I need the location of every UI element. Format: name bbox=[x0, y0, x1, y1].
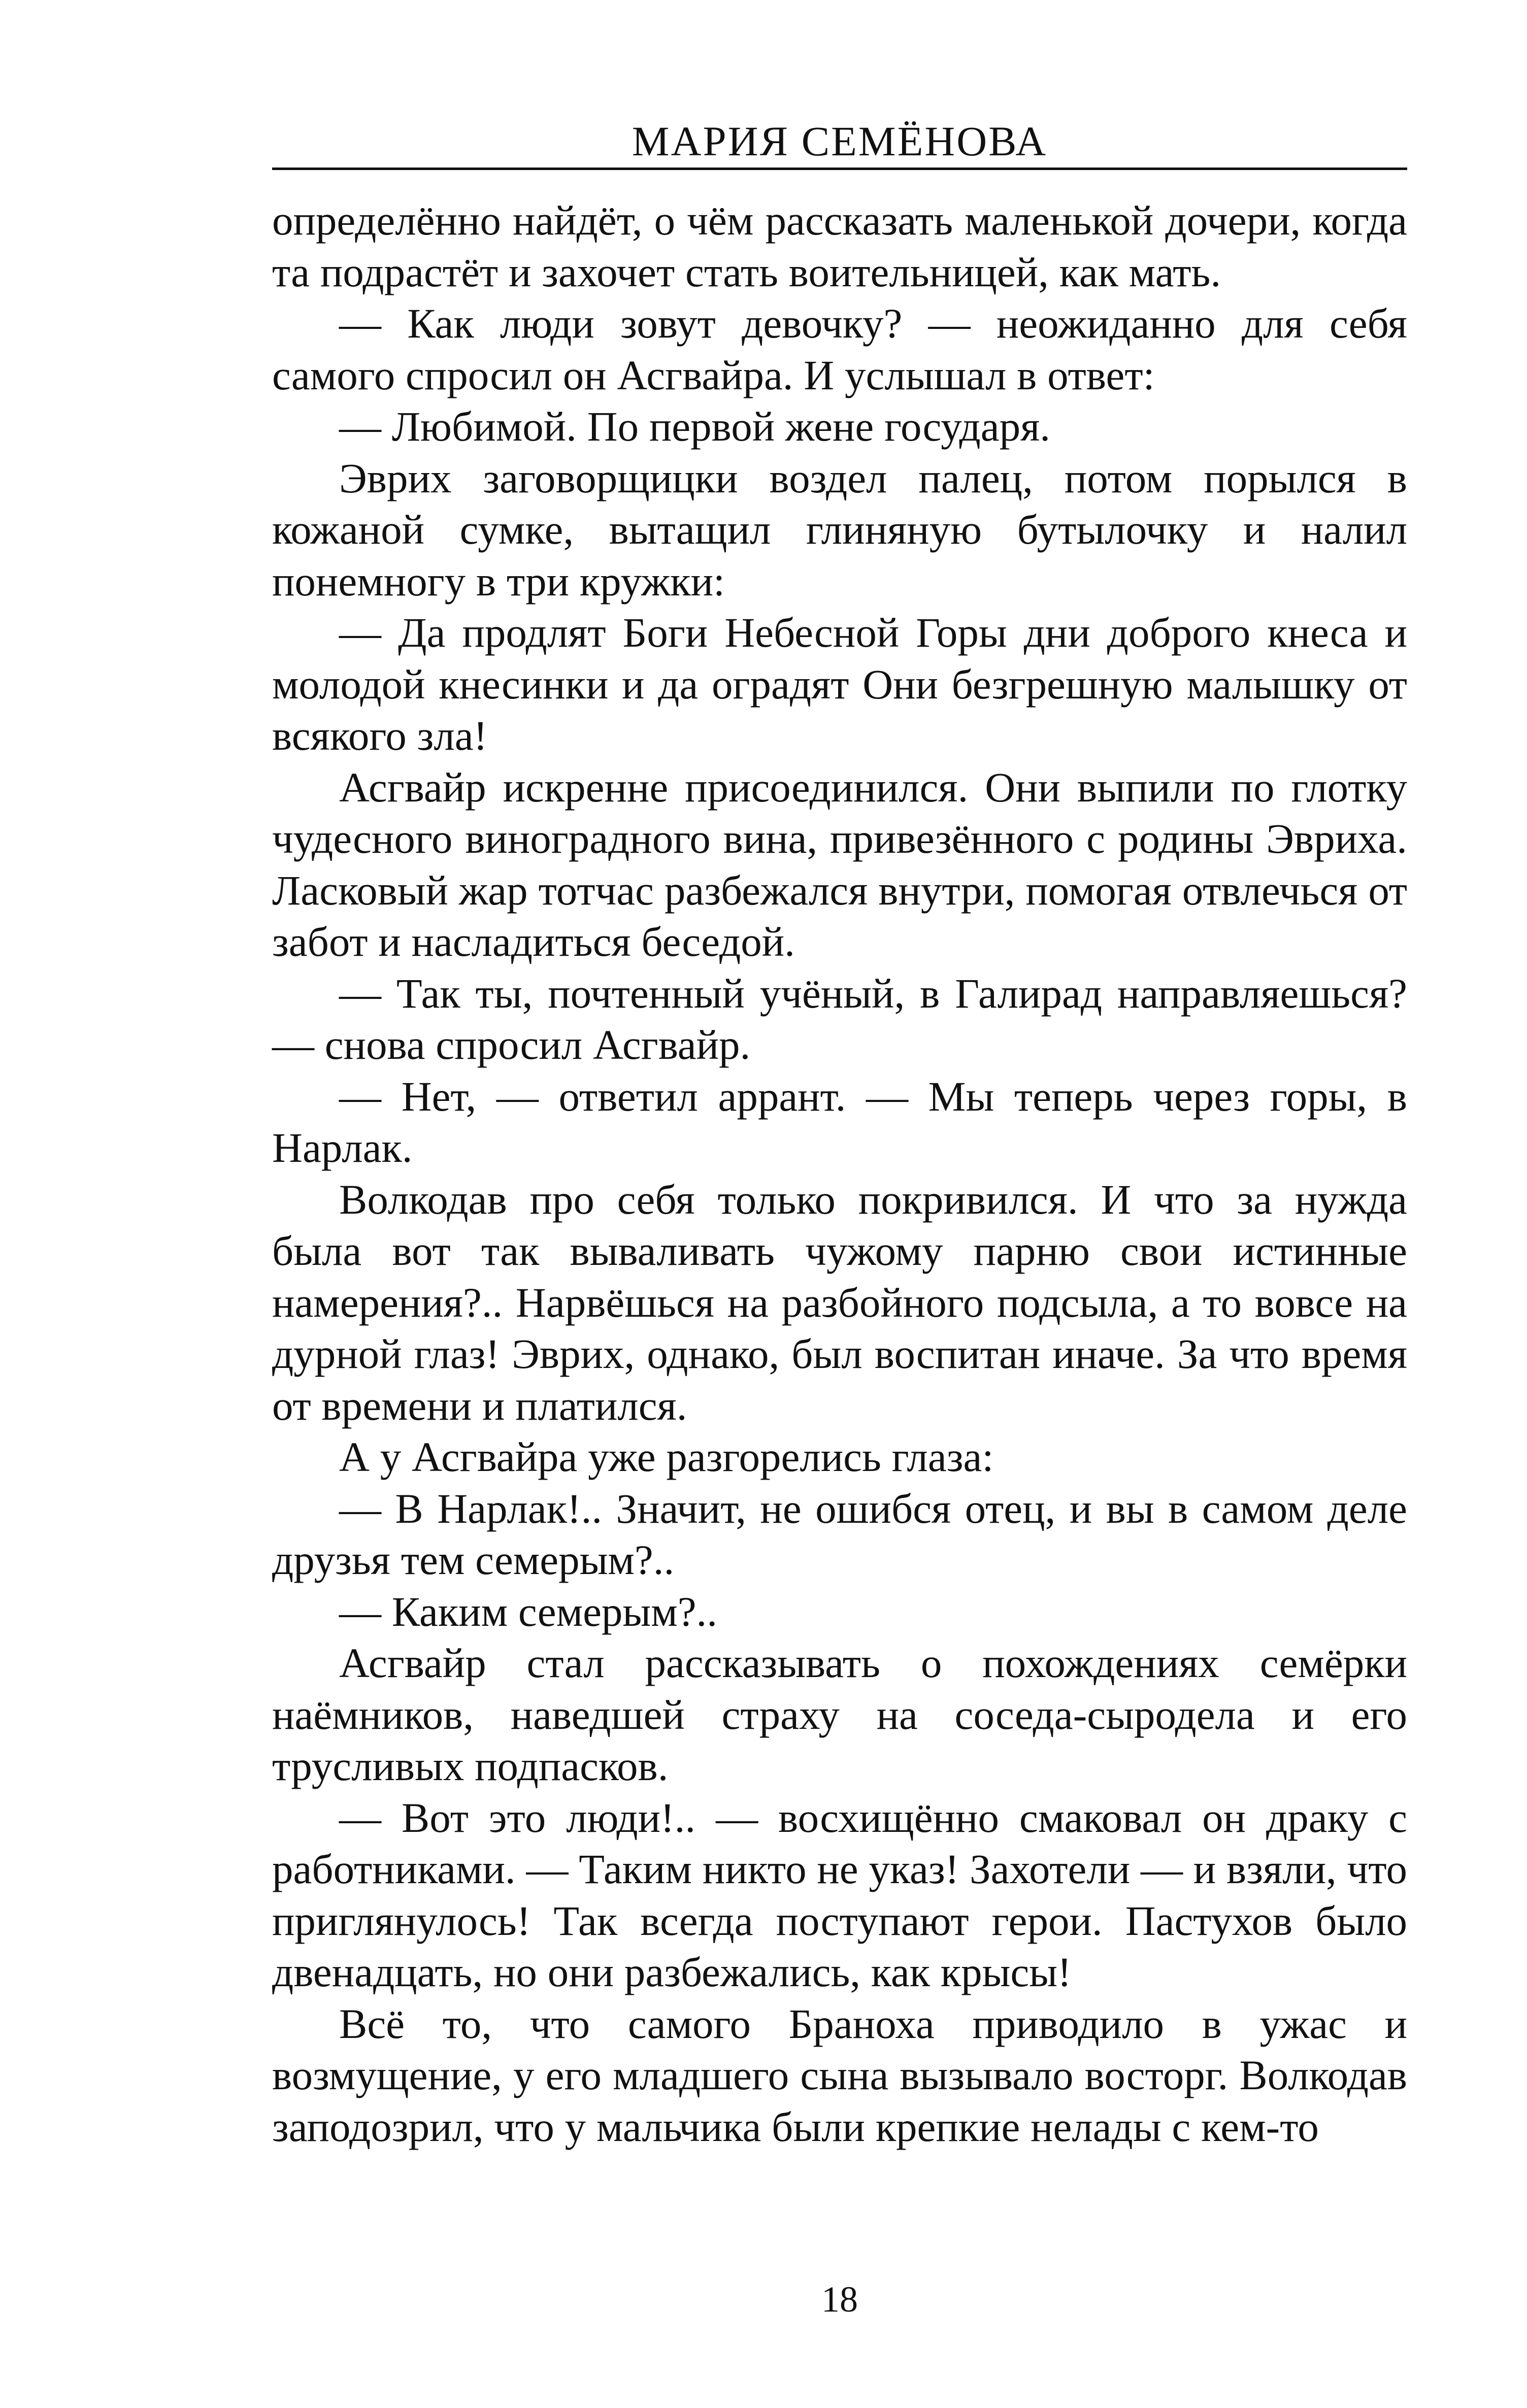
paragraph: — Любимой. По первой жене государя. bbox=[339, 403, 1051, 450]
paragraph: Асгвайр искренне присоединился. Они выпили по глотку чудесного виноградного вина, привезённого с родины Эвриха. Ласковый жар тотчас разбежался внутри, помогая отвлечься от забот и насладиться беседой. bbox=[272, 763, 1407, 965]
paragraph: — Как люди зовут девочку? — неожиданно для себя самого спросил он Асгвайра. И услышал в ответ: bbox=[272, 300, 1407, 398]
paragraph: — Каким семерым?.. bbox=[339, 1588, 718, 1635]
paragraph: — В Нарлак!.. Значит, не ошибся отец, и вы в самом деле друзья тем семерым?.. bbox=[272, 1485, 1407, 1583]
paragraph: — Нет, — ответил аррант. — Мы теперь через горы, в Нарлак. bbox=[272, 1073, 1407, 1171]
body-text bbox=[272, 195, 1407, 2153]
running-head: МАРИЯ СЕМЁНОВА bbox=[632, 118, 1048, 164]
paragraph: — Да продлят Боги Небесной Горы дни доброго кнеса и молодой кнесинки и да оградят Они безгрешную малышку от всякого зла! bbox=[272, 609, 1407, 759]
paragraph: Асгвайр стал рассказывать о похождениях семёрки наёмников, наведшей страху на соседа-сыродела и его трусливых подпасков. bbox=[272, 1640, 1407, 1789]
paragraph: — Так ты, почтенный учёный, в Галирад направляешься? — снова спросил Асгвайр. bbox=[272, 969, 1407, 1068]
paragraph: определённо найдёт, о чём рассказать маленькой дочери, когда та подрастёт и захочет стать воительницей, как мать. bbox=[272, 197, 1407, 295]
paragraph: Волкодав про себя только покривился. И что за нужда была вот так вываливать чужому парню свои истинные намерения?.. Нарвёшься на разбойного подсыла, а то вовсе на дурной глаз! Эврих, однако, был воспитан иначе. За что время от времени и платился. bbox=[272, 1176, 1407, 1429]
paragraph: А у Асгвайра уже разгорелись глаза: bbox=[339, 1433, 994, 1480]
page-number: 18 bbox=[821, 2279, 858, 2320]
paragraph: Всё то, что самого Браноха приводило в ужас и возмущение, у его младшего сына вызывало восторг. Волкодав заподозрил, что у мальчика были крепкие нелады с кем-то bbox=[272, 2000, 1407, 2150]
header-rule bbox=[272, 168, 1407, 170]
paragraph: — Вот это люди!.. — восхищённо смаковал он драку с работниками. — Таким никто не указ! Захотели — и взяли, что приглянулось! Так всегда поступают герои. Пастухов было двенадцать, но они разбежались, как крысы! bbox=[272, 1794, 1407, 1995]
paragraph: Эврих заговорщицки воздел палец, потом порылся в кожаной сумке, вытащил глиняную бутылочку и налил понемногу в три кружки: bbox=[272, 454, 1407, 605]
